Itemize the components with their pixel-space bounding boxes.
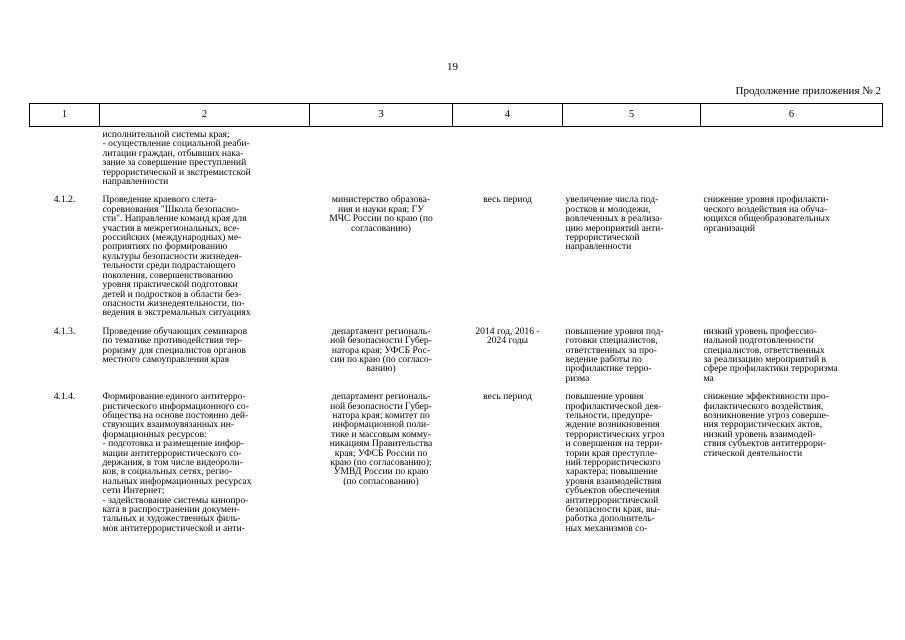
cell-text-line: МЧС России по краю (по xyxy=(329,213,433,225)
measure-executor xyxy=(310,318,453,383)
cell-text-line: никациям Правительства xyxy=(329,438,433,450)
cell-text-line: общества на основе постоянно дей- xyxy=(102,409,249,421)
cell-text-line: Формирование единого антитерро- xyxy=(102,391,246,403)
column-header: 3 xyxy=(310,104,453,127)
measure-number xyxy=(30,186,100,317)
measure-number xyxy=(30,127,100,187)
measure-description xyxy=(100,318,310,383)
cell-text-line: 2014 год, 2016 - xyxy=(475,325,540,337)
cell-text-line: субъектов обеспечения xyxy=(565,485,660,497)
cell-text-line: (по согласованию) xyxy=(343,475,419,487)
cell-text-line: участия в межрегиональных, все- xyxy=(102,222,240,234)
cell-text-line: Проведение обучающих семинаров xyxy=(102,325,248,337)
cell-text-line: соревнования "Школа безопасно- xyxy=(102,203,240,215)
cell-text-line: террористической xyxy=(565,232,640,244)
cell-text-line: характера; повышение xyxy=(565,466,658,478)
cell-text-line: и совершения на терри- xyxy=(565,438,663,450)
cell-text-line: весь период xyxy=(483,391,532,403)
measure-executor xyxy=(310,127,453,187)
cell-text-line: цию мероприятий анти- xyxy=(565,222,664,234)
cell-text-line: поколения, совершенствованию xyxy=(102,269,233,281)
cell-text-line: низкий уровень взаимодей- xyxy=(703,428,816,440)
cell-text-line: держания, в том числе видеороли- xyxy=(102,457,243,468)
measure-description xyxy=(100,383,310,533)
measure-description xyxy=(100,127,310,187)
cell-text-line: культуры безопасности жизнедея- xyxy=(102,250,242,262)
cell-text-line: местного самоуправления края xyxy=(102,353,230,365)
cell-text-line: 2024 годы xyxy=(486,335,529,347)
cell-text-line: организаций xyxy=(703,222,756,234)
cell-text-line: по тематике противодействия тер- xyxy=(102,335,243,347)
cell-text-line: 4.1.2. xyxy=(53,194,76,206)
measure-period xyxy=(453,383,563,533)
cell-text-line: роприятиях по формированию xyxy=(102,241,228,253)
cell-text-line: департамент региональ- xyxy=(331,391,431,403)
cell-text-line: ванию) xyxy=(366,363,396,375)
table-header-row xyxy=(30,104,883,127)
cell-text-line: ствующих взаимоувязанных ин- xyxy=(102,419,235,431)
cell-text-line: ризма xyxy=(565,372,590,384)
cell-text-line: ющихся общеобразовательных xyxy=(703,213,830,225)
cell-text-line: филактического воздействия, xyxy=(703,400,824,412)
cell-text-line: за реализацию мероприятий в xyxy=(703,353,827,365)
cell-text-line: ствия субъектов антитеррори- xyxy=(703,438,827,450)
cell-text-line: сти". Направление команд края для xyxy=(102,213,247,225)
measure-period xyxy=(453,318,563,383)
cell-text-line: согласованию) xyxy=(351,222,411,234)
cell-text-line: антитеррористической xyxy=(565,494,659,506)
cell-text-line: ждение возникновения xyxy=(565,419,660,431)
cell-text-line: сфере профилактики терроризма xyxy=(703,363,838,375)
continuation-label: Продолжение приложения № 2 xyxy=(735,85,881,97)
cell-text-line: натора края; комитет по xyxy=(332,409,430,421)
cell-text-line: министерство образова- xyxy=(331,194,431,206)
cell-text-line: безопасности края, вы- xyxy=(565,504,661,516)
cell-text-line: увеличение числа под- xyxy=(565,194,659,206)
measure-description xyxy=(100,186,310,317)
cell-text-line: террористической и экстремистской xyxy=(102,166,251,178)
cell-text-line: - осуществление социальной реаби- xyxy=(102,138,250,150)
expected-result xyxy=(563,383,701,533)
cell-text-line: литации граждан, отбывших нака- xyxy=(102,147,244,159)
cell-text-line: готовки специалистов, xyxy=(565,335,658,347)
column-header: 1 xyxy=(30,104,100,127)
cell-text-line: весь период xyxy=(483,194,532,206)
cell-text-line: департамент региональ- xyxy=(331,325,431,337)
cell-text-line: профилактической дея- xyxy=(565,400,662,412)
cell-text-line: тике и массовым комму- xyxy=(331,428,431,440)
cell-text-line: информационной поли- xyxy=(332,419,430,431)
cell-text-line: ния террористических актов, xyxy=(703,419,823,431)
cell-text-line: ката в распространении докумен- xyxy=(102,504,240,516)
cell-text-line: мации антитеррористического со- xyxy=(102,447,242,459)
cell-text-line: формационных ресурсов: xyxy=(102,428,207,440)
page-number: 19 xyxy=(447,61,458,73)
cell-text-line: снижение уровня профилакти- xyxy=(703,194,829,206)
cell-text-line: 4.1.3. xyxy=(53,325,76,337)
measure-number xyxy=(30,318,100,383)
failure-consequence xyxy=(701,318,883,383)
cell-text-line: работка дополнитель- xyxy=(565,513,655,525)
expected-result xyxy=(563,127,701,187)
cell-text-line: стической деятельности xyxy=(703,447,803,459)
cell-text-line: тельности, предупре- xyxy=(565,409,653,421)
column-header: 6 xyxy=(701,104,883,127)
cell-text-line: повышение уровня под- xyxy=(565,325,664,337)
cell-text-line: ков, в социальных сетях, регио- xyxy=(102,466,233,478)
cell-text-line: ведение работы по xyxy=(565,353,642,365)
measure-executor xyxy=(310,186,453,317)
cell-text-line: ведения в экстремальных ситуациях xyxy=(102,307,251,319)
cell-text-line: тории края преступле- xyxy=(565,447,658,459)
cell-text-line: зание за совершение преступлений xyxy=(102,157,247,169)
cell-text-line: ма xyxy=(703,372,714,384)
cell-text-line: уровня взаимодействия xyxy=(565,475,662,487)
table-row xyxy=(30,318,883,383)
column-header: 4 xyxy=(453,104,563,127)
failure-consequence xyxy=(701,186,883,317)
cell-text-line: ческого воздействия на обуча- xyxy=(703,203,828,215)
cell-text-line: края; УФСБ России по xyxy=(334,447,428,459)
appendix-table xyxy=(29,103,883,533)
cell-text-line: опасности жизнедеятельности, по- xyxy=(102,297,245,309)
cell-text-line: нальной подготовленности xyxy=(703,335,814,347)
measure-period xyxy=(453,186,563,317)
cell-text-line: - задействование системы кинопро- xyxy=(102,494,249,506)
cell-text-line: ной безопасности Губер- xyxy=(330,400,432,412)
cell-text-line: 4.1.4. xyxy=(53,391,76,403)
cell-text-line: российских (международных) ме- xyxy=(102,232,242,244)
cell-text-line: ных механизмов со- xyxy=(565,522,648,534)
failure-consequence xyxy=(701,127,883,187)
cell-text-line: ния и науки края; ГУ xyxy=(337,203,425,215)
cell-text-line: направленности xyxy=(102,176,169,188)
measure-executor xyxy=(310,383,453,533)
table-row xyxy=(30,383,883,533)
cell-text-line: мов антитеррористической и анти- xyxy=(102,522,245,534)
cell-text-line: сии по краю (по согласо- xyxy=(330,353,432,365)
cell-text-line: террористических угроз xyxy=(565,428,665,440)
cell-text-line: роризму для специалистов органов xyxy=(102,344,246,356)
cell-text-line: низкий уровень профессио- xyxy=(703,325,817,337)
cell-text-line: вовлеченных в реализа- xyxy=(565,213,663,225)
expected-result xyxy=(563,186,701,317)
expected-result xyxy=(563,318,701,383)
cell-text-line: УМВД России по краю xyxy=(333,466,429,478)
cell-text-line: повышение уровня xyxy=(565,391,644,403)
cell-text-line: уровня практической подготовки xyxy=(102,279,238,291)
cell-text-line: снижение эффективности про- xyxy=(703,391,829,403)
measure-number xyxy=(30,383,100,533)
cell-text-line: специалистов, ответственных xyxy=(703,344,825,356)
cell-text-line: ний террористического xyxy=(565,457,661,468)
cell-text-line: Проведение краевого слета- xyxy=(102,194,217,206)
cell-text-line: профилактике терро- xyxy=(565,363,652,375)
measure-period xyxy=(453,127,563,187)
table-row xyxy=(30,127,883,187)
cell-text-line: - подготовка и размещение инфор- xyxy=(102,438,244,450)
cell-text-line: ростков и молодежи, xyxy=(565,203,651,215)
cell-text-line: натора края; УФСБ Рос- xyxy=(331,344,431,356)
cell-text-line: направленности xyxy=(565,241,632,253)
column-header: 2 xyxy=(100,104,310,127)
failure-consequence xyxy=(701,383,883,533)
table-row xyxy=(30,186,883,317)
cell-text-line: тальных и художественных филь- xyxy=(102,513,241,525)
column-header: 5 xyxy=(563,104,701,127)
cell-text-line: ответственных за про- xyxy=(565,344,657,356)
cell-text-line: ной безопасности Губер- xyxy=(330,335,432,347)
cell-text-line: ристического информационного со- xyxy=(102,400,249,412)
cell-text-line: нальных информационных ресурсах xyxy=(102,475,252,487)
cell-text-line: сети Интернет; xyxy=(102,485,165,497)
cell-text-line: возникновение угроз соверше- xyxy=(703,409,830,421)
cell-text-line: тельности среди подрастающего xyxy=(102,260,236,272)
cell-text-line: краю (по согласованию); xyxy=(330,457,432,468)
cell-text-line: исполнительной системы края; xyxy=(102,129,230,140)
cell-text-line: детей и подростков в области без- xyxy=(102,288,242,300)
